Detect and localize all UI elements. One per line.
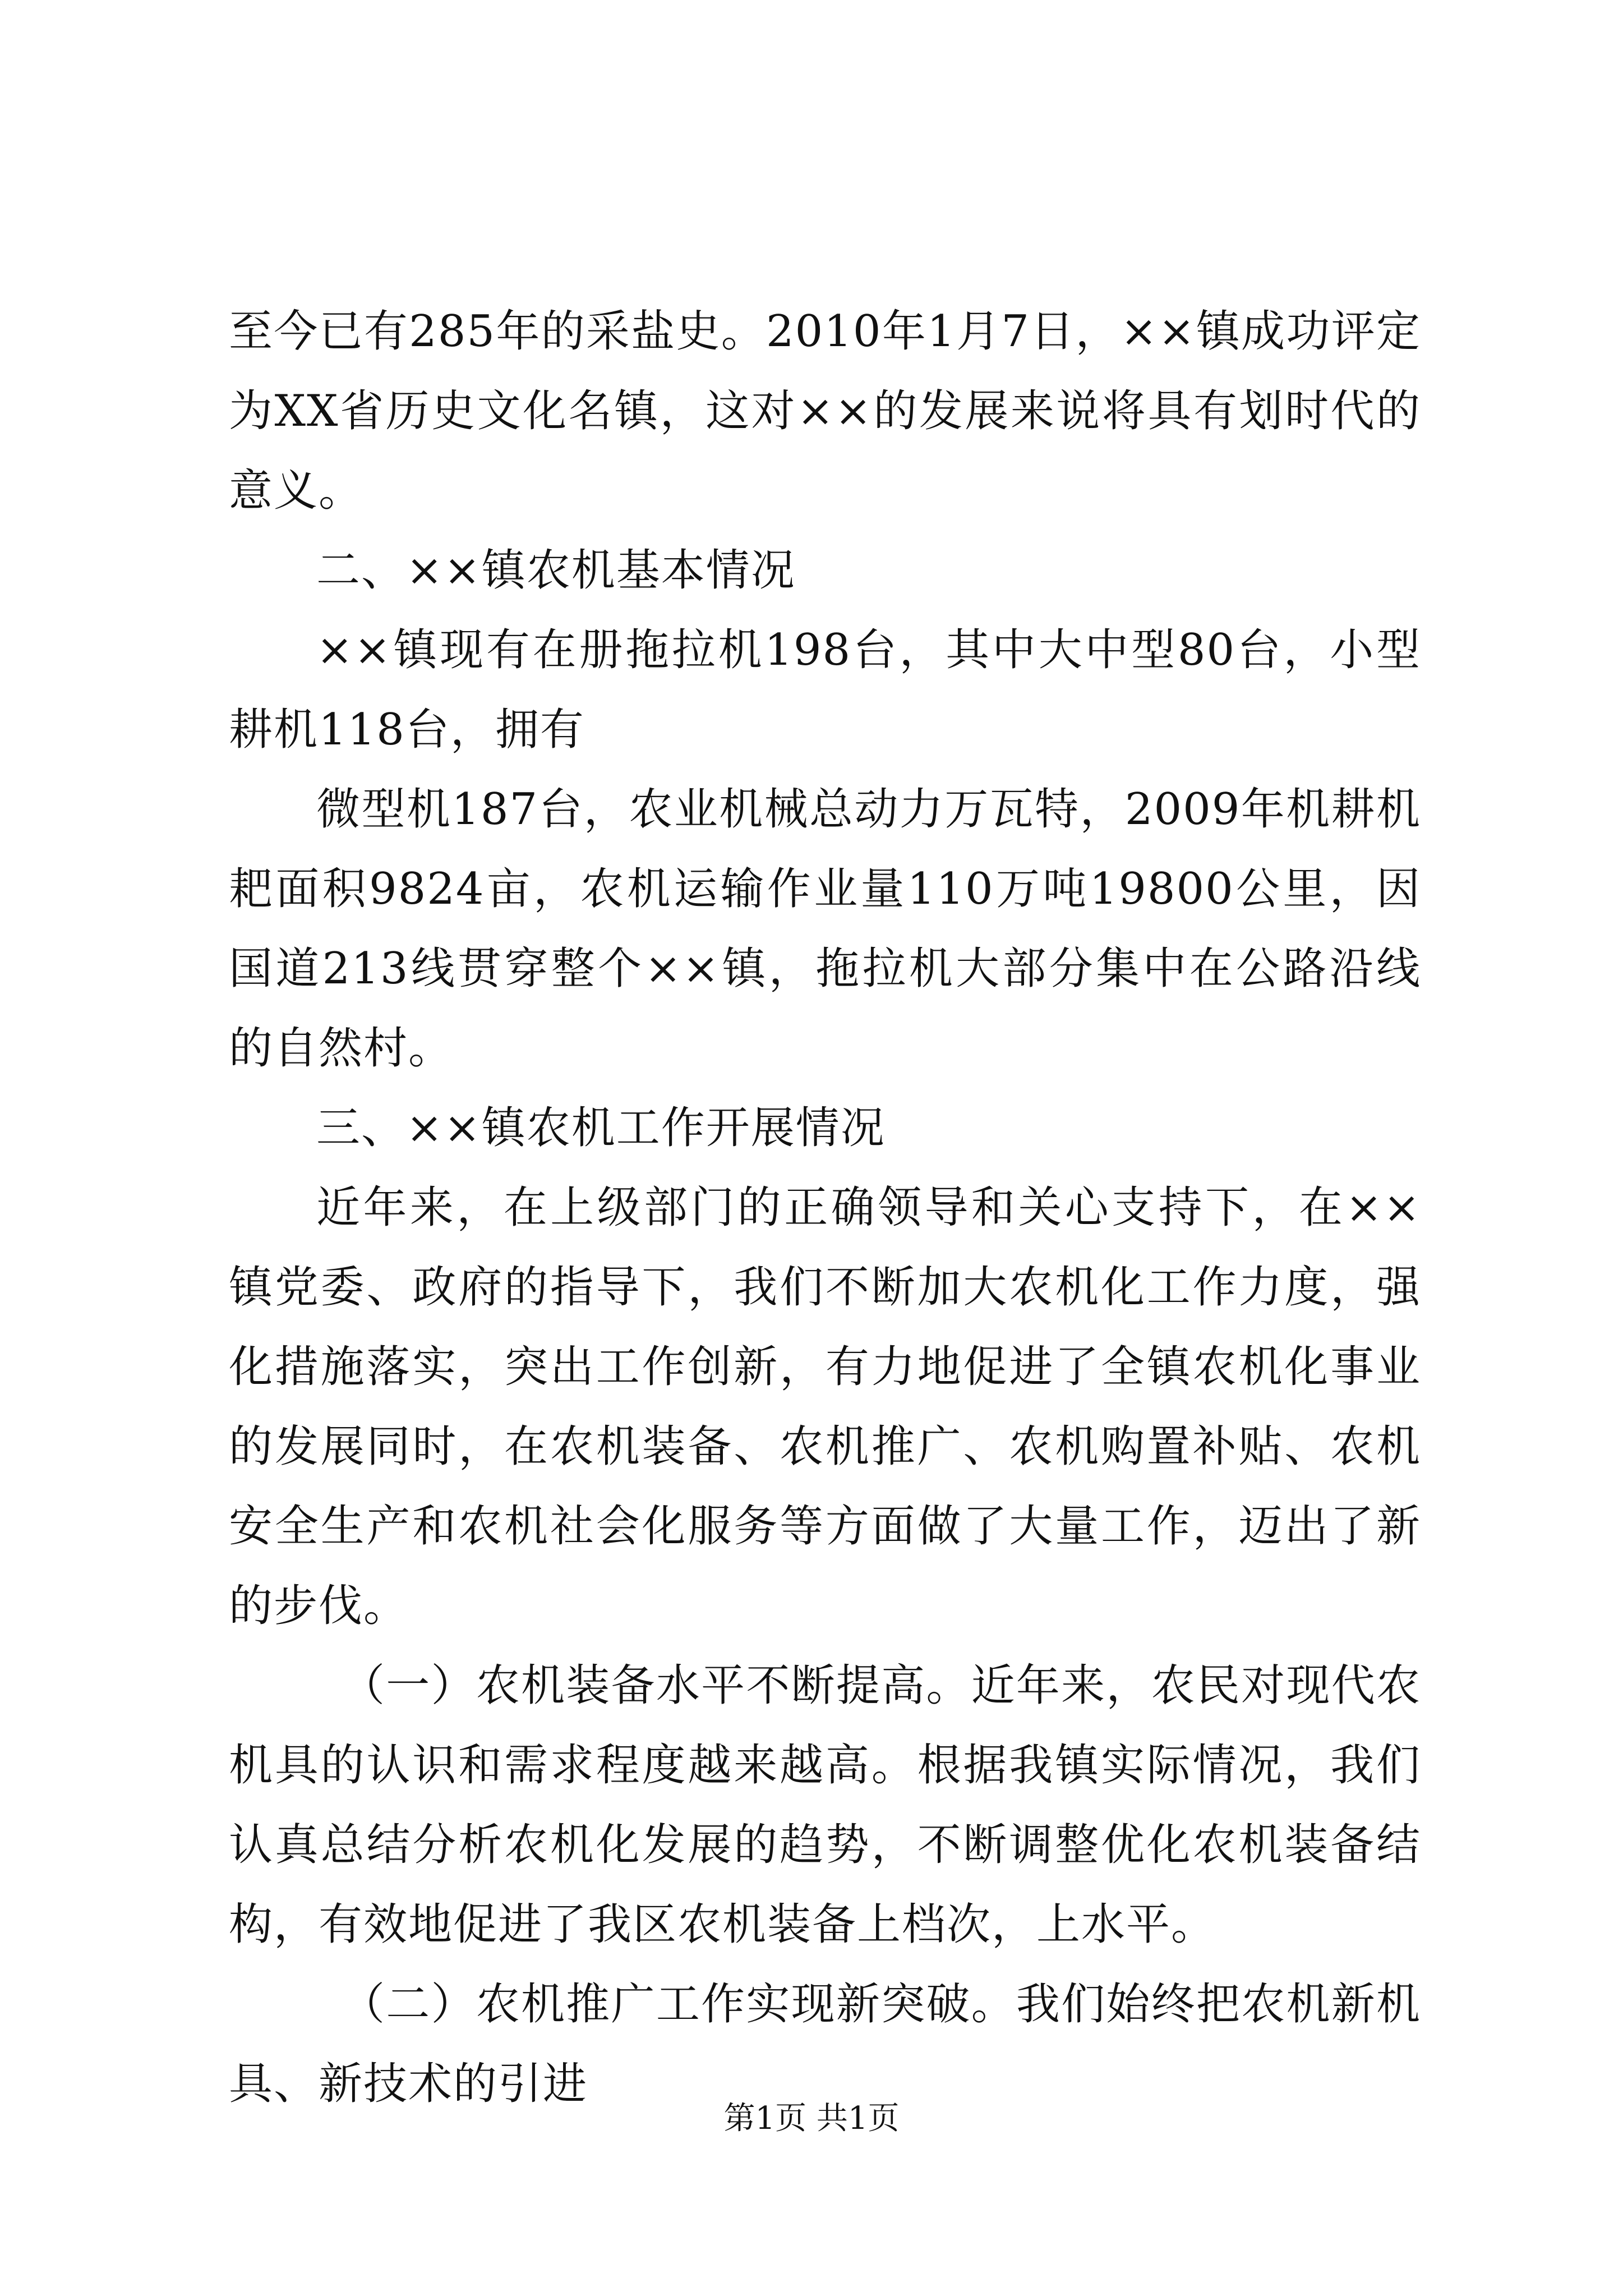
paragraph-machinery-stats: 微型机187台，农业机械总动力万瓦特，2009年机耕机耙面积9824亩，农机运输作业量110万吨19800公里，因国道213线贯穿整个××镇，拖拉机大部分集中在公路沿线的自然村。: [229, 784, 1421, 1074]
paragraph-history: 至今已有285年的采盐史。2010年1月7日，××镇成功评定为XX省历史文化名镇，这对××的发展来说将具有划时代的意义。: [229, 306, 1421, 516]
heading-section-three: 三、××镇农机工作开展情况: [316, 1103, 886, 1153]
heading-section-two: 二、××镇农机基本情况: [316, 545, 796, 596]
paragraph-tractors: ××镇现有在册拖拉机198台，其中大中型80台，小型耕机118台，拥有: [229, 625, 1421, 755]
page-footer: 第1页 共1页: [723, 2100, 900, 2137]
paragraph-equipment-level: （一）农机装备水平不断提高。近年来，农民对现代农机具的认识和需求程度越来越高。根据我镇实际情况，我们认真总结分析农机化发展的趋势，不断调整优化农机装备结构，有效地促进了我区农机装备上档次，上水平。: [229, 1660, 1421, 1950]
paragraph-promotion: （二）农机推广工作实现新突破。我们始终把农机新机具、新技术的引进: [229, 1979, 1421, 2109]
paragraph-work-overview: 近年来，在上级部门的正确领导和关心支持下，在××镇党委、政府的指导下，我们不断加大农机化工作力度，强化措施落实，突出工作创新，有力地促进了全镇农机化事业的发展同时，在农机装备、农机推广、农机购置补贴、农机安全生产和农机社会化服务等方面做了大量工作，迈出了新的步伐。: [229, 1182, 1421, 1631]
document-body: [229, 292, 1421, 2124]
